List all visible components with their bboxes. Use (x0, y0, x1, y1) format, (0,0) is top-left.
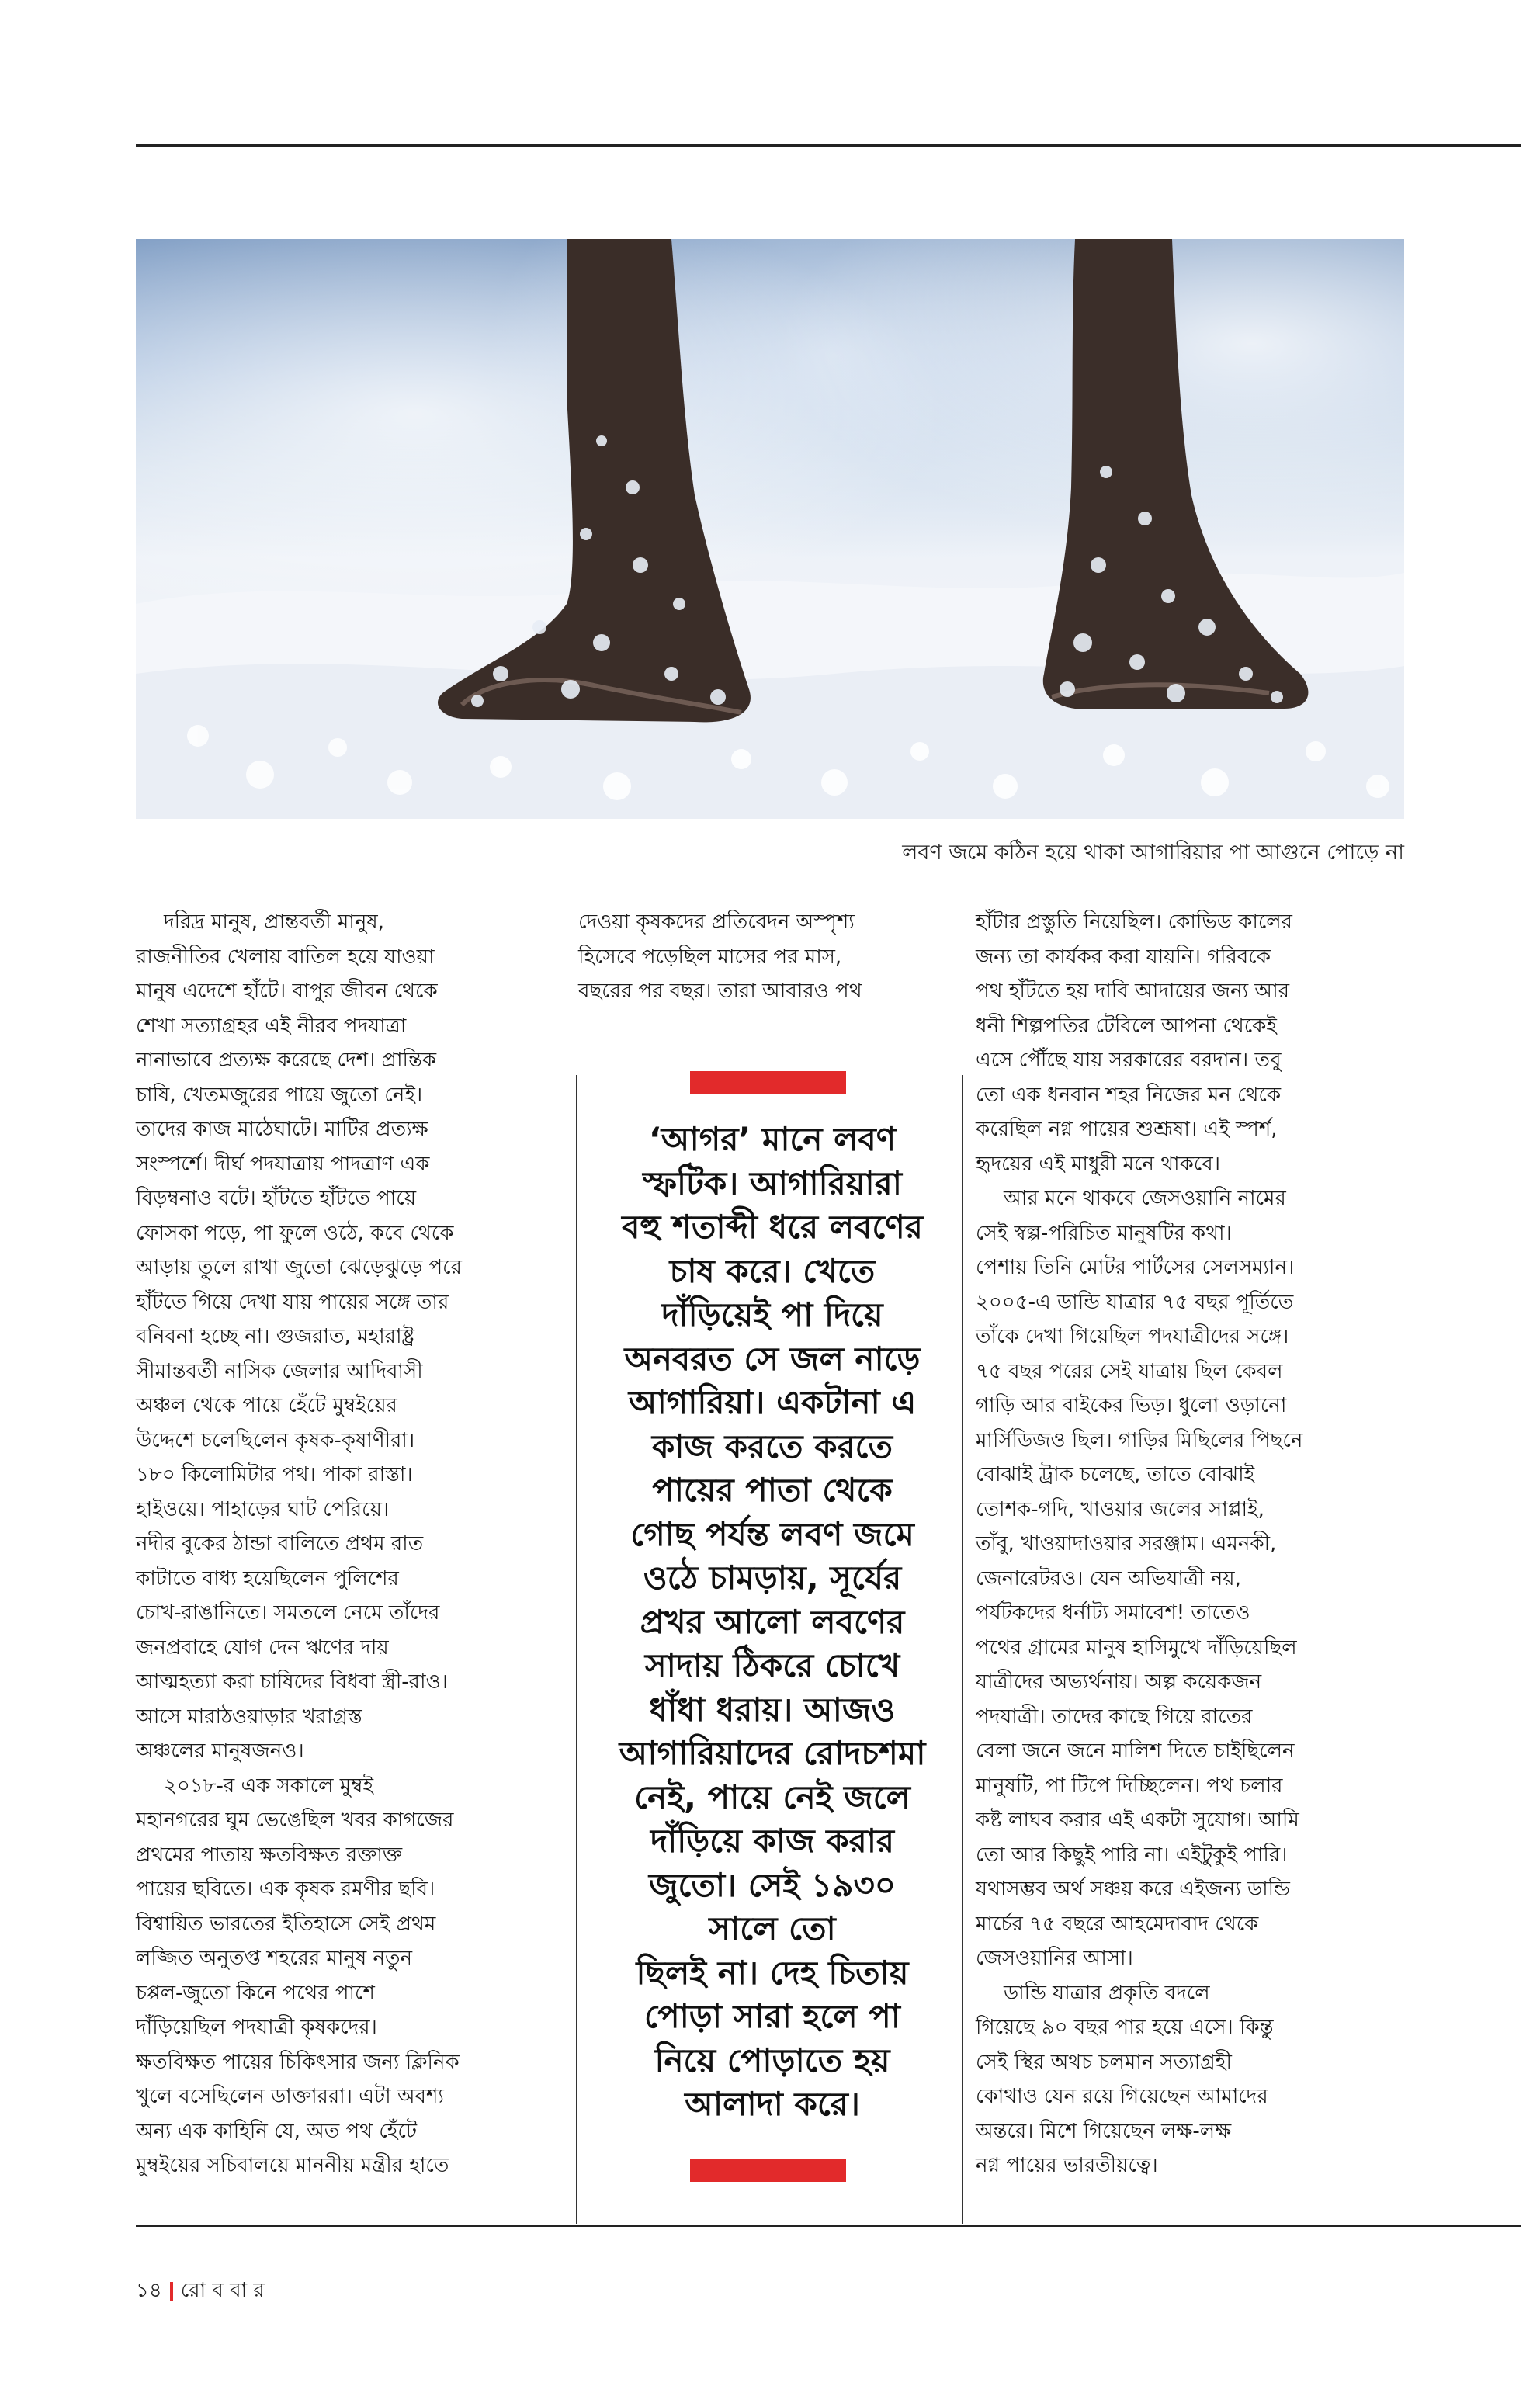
body-text-line: সেই স্থির অথচ চলমান সত্যাগ্রহী (976, 2050, 1232, 2074)
pullquote-line: পায়ের পাতা থেকে (652, 1471, 893, 1509)
body-text-line: মুম্বইয়ের সচিবালয়ে মাননীয় মন্ত্রীর হাতে (136, 2154, 449, 2177)
body-text-line: ক্ষতবিক্ষত পায়ের চিকিৎসার জন্য ক্লিনিক (136, 2050, 460, 2074)
body-text-line: করেছিল নগ্ন পায়ের শুশ্রূষা। এই স্পর্শ, (976, 1118, 1278, 1141)
pullquote-line: জুতো। সেই ১৯৩০ (648, 1865, 897, 1904)
photo-caption: লবণ জমে কঠিন হয়ে থাকা আগারিয়ার পা আগুনে পোড়ে না (902, 841, 1404, 865)
pullquote-line: আগারিয়া। একটানা এ (628, 1383, 917, 1421)
body-text-line: ৭৫ বছর পরের সেই যাত্রায় ছিল কেবল (976, 1359, 1283, 1383)
body-text-line: ধনী শিল্পপতির টেবিলে আপনা থেকেই (976, 1014, 1277, 1038)
pullquote-line: নেই, পায়ে নেই জলে (634, 1777, 910, 1816)
body-text-line: ২০১৮-র এক সকালে মুম্বই (164, 1774, 374, 1798)
magazine-name: রো ব বা র (180, 2279, 265, 2302)
body-text-line: এসে পৌঁছে যায় সরকারের বরদান। তবু (976, 1049, 1282, 1072)
body-text-line: পায়ের ছবিতে। এক কৃষক রমণীর ছবি। (136, 1878, 435, 1901)
body-text-line: প্রথমের পাতায় ক্ষতবিক্ষত রক্তাক্ত (136, 1843, 403, 1867)
body-text-line: হাঁটতে গিয়ে দেখা যায় পায়ের সঙ্গে তার (136, 1290, 449, 1314)
pullquote-line: দাঁড়িয়ে কাজ করার (650, 1822, 894, 1860)
body-text-line: নদীর বুকের ঠান্ডা বালিতে প্রথম রাত (136, 1532, 424, 1555)
footer (136, 2274, 265, 2308)
body-text-line: সংস্পর্শে। দীর্ঘ পদযাত্রায় পাদত্রাণ এক (136, 1152, 430, 1176)
pullquote-line: চাষ করে। খেতে (669, 1251, 876, 1290)
body-text-line: শেখা সত্যাগ্রহর এই নীরব পদযাত্রা (136, 1014, 407, 1038)
pullquote-line: দাঁড়িয়েই পা দিয়ে (661, 1295, 883, 1333)
body-text-line: হিসেবে পড়েছিল মাসের পর মাস, (578, 945, 842, 969)
body-text-line: দেওয়া কৃষকদের প্রতিবেদন অস্পৃশ্য (578, 910, 855, 934)
column-1 (136, 905, 528, 2183)
body-text-line: বোঝাই ট্রাক চলেছে, তাতে বোঝাই (976, 1463, 1255, 1486)
body-text-line: বনিবনা হচ্ছে না। গুজরাত, মহারাষ্ট্র (136, 1325, 415, 1348)
body-text-line: সীমান্তবর্তী নাসিক জেলার আদিবাসী (136, 1359, 423, 1383)
body-text-line: পর্যটকদের ধর্নাট্য সমাবেশ! তাতেও (976, 1601, 1250, 1625)
pullquote-line: প্রখর আলো লবণের (640, 1602, 905, 1641)
body-text-line: তো এক ধনবান শহর নিজের মন থেকে (976, 1083, 1282, 1107)
column-divider-right (962, 1075, 963, 2224)
column-2 (578, 905, 970, 1009)
column-3 (976, 905, 1410, 2183)
pullquote-line: সালে তো (709, 1909, 836, 1947)
body-text-line: বছরের পর বছর। তারা আবারও পথ (578, 980, 862, 1003)
body-text-line: দাঁড়িয়েছিল পদযাত্রী কৃষকদের। (136, 2016, 377, 2039)
body-text-line: অঞ্চল থেকে পায়ে হেঁটে মুম্বইয়ের (136, 1394, 397, 1417)
pullquote-line: বহু শতাব্দী ধরে লবণের (622, 1208, 923, 1246)
pullquote-line: গোছ পর্যন্ত লবণ জমে (630, 1514, 914, 1553)
body-text-line: বিড়ম্বনাও বটে। হাঁটতে হাঁটতে পায়ে (136, 1187, 417, 1210)
body-text-line: রাজনীতির খেলায় বাতিল হয়ে যাওয়া (136, 945, 435, 969)
body-text-line: অন্তরে। মিশে গিয়েছেন লক্ষ-লক্ষ (976, 2119, 1232, 2143)
body-text-line: ১৮০ কিলোমিটার পথ। পাকা রাস্তা। (136, 1463, 413, 1486)
pullquote-line: অনবরত সে জল নাড়ে (624, 1339, 921, 1378)
page-number: ১৪ (136, 2279, 162, 2302)
pull-quote (586, 1118, 959, 2127)
pullquote-line: আলাদা করে। (685, 2085, 860, 2123)
body-text-line: আসে মারাঠওয়াড়ার খরাগ্রস্ত (136, 1705, 362, 1729)
body-text-line: লজ্জিত অনুতপ্ত শহরের মানুষ নতুন (136, 1947, 413, 1970)
body-text-line: ডান্ডি যাত্রার প্রকৃতি বদলে (1004, 1981, 1210, 2005)
body-text-line: কাটাতে বাধ্য হয়েছিলেন পুলিশের (136, 1566, 399, 1590)
body-text-line: জেসওয়ানির আসা। (976, 1947, 1133, 1970)
body-text-line: হাঁটার প্রস্তুতি নিয়েছিল। কোভিড কালের (976, 910, 1292, 934)
body-text-line: মানুষ এদেশে হাঁটে। বাপুর জীবন থেকে (136, 980, 438, 1003)
body-text-line: উদ্দেশে চলেছিলেন কৃষক-কৃষাণীরা। (136, 1428, 415, 1452)
body-text-line: নানাভাবে প্রত্যক্ষ করেছে দেশ। প্রান্তিক (136, 1049, 437, 1072)
body-text-line: মহানগরের ঘুম ভেঙেছিল খবর কাগজের (136, 1809, 454, 1832)
body-text-line: তাঁবু, খাওয়াদাওয়ার সরঞ্জাম। এমনকী, (976, 1532, 1277, 1555)
pullquote-line: কাজ করতে করতে (651, 1427, 893, 1465)
body-text-line: চাষি, খেতমজুরের পায়ে জুতো নেই। (136, 1083, 423, 1107)
body-text-line: জনপ্রবাহে যোগ দেন ঋণের দায় (136, 1635, 389, 1659)
body-text-line: পেশায় তিনি মোটর পার্টসের সেলসম্যান। (976, 1256, 1295, 1279)
pullquote-line: ‘আগর’ মানে লবণ (648, 1120, 897, 1158)
body-text-line: পথের গ্রামের মানুষ হাসিমুখে দাঁড়িয়েছিল (976, 1635, 1297, 1659)
body-text-line: জন্য তা কার্যকর করা যায়নি। গরিবকে (976, 945, 1271, 969)
body-text-line: চোখ-রাঙানিতে। সমতলে নেমে তাঁদের (136, 1601, 440, 1625)
body-text-line: বিশ্বায়িত ভারতের ইতিহাসে সেই প্রথম (136, 1912, 436, 1936)
pullquote-line: স্ফটিক। আগারিয়ারা (643, 1164, 902, 1202)
body-text-line: তাঁকে দেখা গিয়েছিল পদযাত্রীদের সঙ্গে। (976, 1325, 1289, 1348)
body-text-line: তো আর কিছুই পারি না। এইটুকুই পারি। (976, 1843, 1288, 1867)
body-text-line: মার্সিডিজও ছিল। গাড়ির মিছিলের পিছনে (976, 1428, 1303, 1452)
body-text-line: হৃদয়ের এই মাধুরী মনে থাকবে। (976, 1152, 1221, 1176)
body-text-line: আড়ায় তুলে রাখা জুতো ঝেড়েঝুড়ে পরে (136, 1256, 462, 1279)
pullquote-line: সাদায় ঠিকরে চোখে (644, 1646, 900, 1684)
body-text-line: আর মনে থাকবে জেসওয়ানি নামের (1004, 1187, 1286, 1210)
top-rule (136, 144, 1521, 147)
pullquote-top-bar (690, 1071, 846, 1094)
body-text-line: তাদের কাজ মাঠেঘাটে। মাটির প্রত্যক্ষ (136, 1118, 428, 1141)
body-text-line: অঞ্চলের মানুষজনও। (136, 1739, 304, 1763)
body-text-line: মানুষটি, পা টিপে দিচ্ছিলেন। পথ চলার (976, 1774, 1283, 1798)
pullquote-line: ওঠে চামড়ায়, সূর্যের (643, 1559, 902, 1597)
body-text-line: পদযাত্রী। তাদের কাছে গিয়ে রাতের (976, 1705, 1253, 1729)
column-divider-left (576, 1075, 578, 2224)
body-text-line: গাড়ি আর বাইকের ভিড়। ধুলো ওড়ানো (976, 1394, 1287, 1417)
body-text-line: কোথাও যেন রয়ে গিয়েছেন আমাদের (976, 2085, 1268, 2108)
body-text-line: চপ্পল-জুতো কিনে পথের পাশে (136, 1981, 375, 2005)
pullquote-line: ছিলই না। দেহ চিতায় (636, 1953, 909, 1992)
body-text-line: গিয়েছে ৯০ বছর পার হয়ে এসে। কিন্তু (976, 2016, 1274, 2039)
footer-divider (170, 2282, 173, 2301)
body-text-line: হাইওয়ে। পাহাড়ের ঘাট পেরিয়ে। (136, 1497, 390, 1521)
photo-illustration (136, 239, 1404, 819)
body-text-line: জেনারেটরও। যেন অভিযাত্রী নয়, (976, 1566, 1241, 1590)
body-text-line: যাত্রীদের অভ্যর্থনায়। অল্প কয়েকজন (976, 1670, 1262, 1694)
body-text-line: নগ্ন পায়ের ভারতীয়ত্বে। (976, 2154, 1158, 2177)
body-text-line: ২০০৫-এ ডান্ডি যাত্রার ৭৫ বছর পূর্তিতে (976, 1290, 1294, 1314)
pullquote-line: নিয়ে পোড়াতে হয় (654, 2041, 890, 2079)
body-text-line: দরিদ্র মানুষ, প্রান্তবর্তী মানুষ, (164, 910, 384, 934)
bottom-rule (136, 2225, 1521, 2227)
body-text-line: খুলে বসেছিলেন ডাক্তাররা। এটা অবশ্য (136, 2085, 444, 2108)
pullquote-line: ধাঁধা ধরায়। আজও (649, 1690, 896, 1729)
body-text-line: মার্চের ৭৫ বছরে আহমেদাবাদ থেকে (976, 1912, 1259, 1936)
body-text-line: তোশক-গদি, খাওয়ার জলের সাপ্লাই, (976, 1497, 1264, 1521)
pullquote-line: পোড়া সারা হলে পা (644, 1997, 900, 2035)
pullquote-bottom-bar (690, 2159, 846, 2182)
body-text-line: কষ্ট লাঘব করার এই একটা সুযোগ। আমি (976, 1809, 1299, 1832)
body-text-line: যথাসম্ভব অর্থ সঞ্চয় করে এইজন্য ডান্ডি (976, 1878, 1290, 1901)
body-text-line: সেই স্বল্প-পরিচিত মানুষটির কথা। (976, 1221, 1232, 1245)
body-text-line: বেলা জনে জনে মালিশ দিতে চাইছিলেন (976, 1739, 1295, 1763)
salt-feet-photo (136, 239, 1404, 819)
pullquote-line: আগারিয়াদের রোদচশমা (619, 1734, 926, 1772)
body-text-line: অন্য এক কাহিনি যে, অত পথ হেঁটে (136, 2119, 418, 2143)
body-text-line: ফোসকা পড়ে, পা ফুলে ওঠে, কবে থেকে (136, 1221, 454, 1245)
body-text-line: আত্মহত্যা করা চাষিদের বিধবা স্ত্রী-রাও। (136, 1670, 448, 1694)
body-text-line: পথ হাঁটতে হয় দাবি আদায়ের জন্য আর (976, 980, 1290, 1003)
